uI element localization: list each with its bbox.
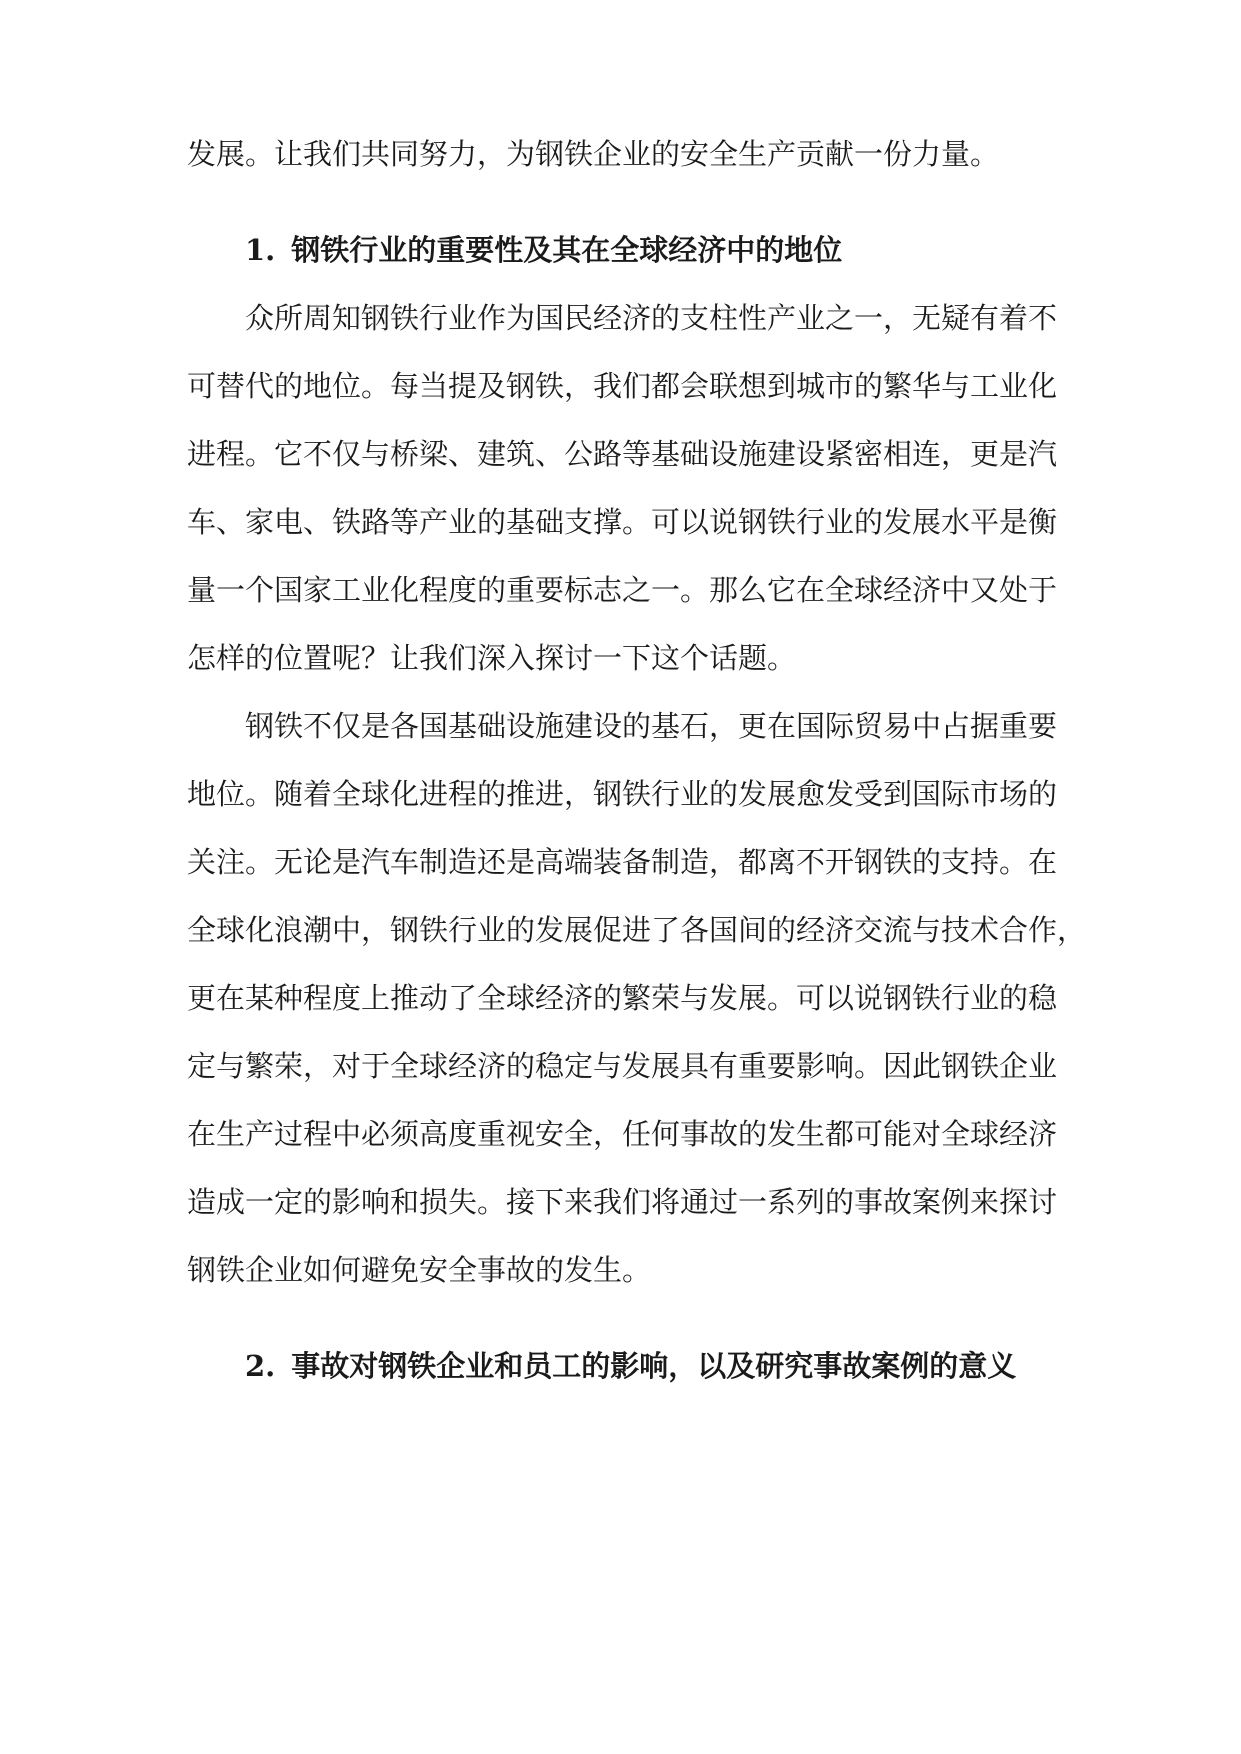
section-2-title: 事故对钢铁企业和员工的影响，以及研究事故案例的意义 xyxy=(291,1349,1017,1383)
paragraph-line: 更在某种程度上推动了全球经济的繁荣与发展。可以说钢铁行业的稳 xyxy=(187,981,1058,1015)
section-1-heading xyxy=(245,230,842,270)
paragraph-line: 钢铁不仅是各国基础设施建设的基石，更在国际贸易中占据重要 xyxy=(245,709,1058,743)
paragraph-line: 钢铁企业如何避免安全事故的发生。 xyxy=(187,1253,652,1287)
paragraph-line: 地位。随着全球化进程的推进，钢铁行业的发展愈发受到国际市场的 xyxy=(187,777,1058,811)
paragraph-line: 进程。它不仅与桥梁、建筑、公路等基础设施建设紧密相连，更是汽 xyxy=(187,437,1058,471)
section-1-title: 钢铁行业的重要性及其在全球经济中的地位 xyxy=(291,233,843,267)
paragraph-line: 全球化浪潮中，钢铁行业的发展促进了各国间的经济交流与技术合作， xyxy=(187,913,1087,947)
paragraph-line: 车、家电、铁路等产业的基础支撑。可以说钢铁行业的发展水平是衡 xyxy=(187,505,1058,539)
section-2-heading xyxy=(245,1346,1016,1386)
paragraph-line: 可替代的地位。每当提及钢铁，我们都会联想到城市的繁华与工业化 xyxy=(187,369,1058,403)
paragraph-line: 怎样的位置呢？让我们深入探讨一下这个话题。 xyxy=(187,641,797,675)
section-2-number: 2. xyxy=(245,1349,276,1383)
paragraph-line: 造成一定的影响和损失。接下来我们将通过一系列的事故案例来探讨 xyxy=(187,1185,1058,1219)
section-1-number: 1. xyxy=(245,233,276,267)
paragraph-line: 量一个国家工业化程度的重要标志之一。那么它在全球经济中又处于 xyxy=(187,573,1058,607)
intro-line: 发展。让我们共同努力，为钢铁企业的安全生产贡献一份力量。 xyxy=(187,137,1000,171)
paragraph-line: 定与繁荣，对于全球经济的稳定与发展具有重要影响。因此钢铁企业 xyxy=(187,1049,1058,1083)
paragraph-line: 关注。无论是汽车制造还是高端装备制造，都离不开钢铁的支持。在 xyxy=(187,845,1058,879)
paragraph-line: 众所周知钢铁行业作为国民经济的支柱性产业之一，无疑有着不 xyxy=(245,301,1058,335)
paragraph-line: 在生产过程中必须高度重视安全，任何事故的发生都可能对全球经济 xyxy=(187,1117,1058,1151)
